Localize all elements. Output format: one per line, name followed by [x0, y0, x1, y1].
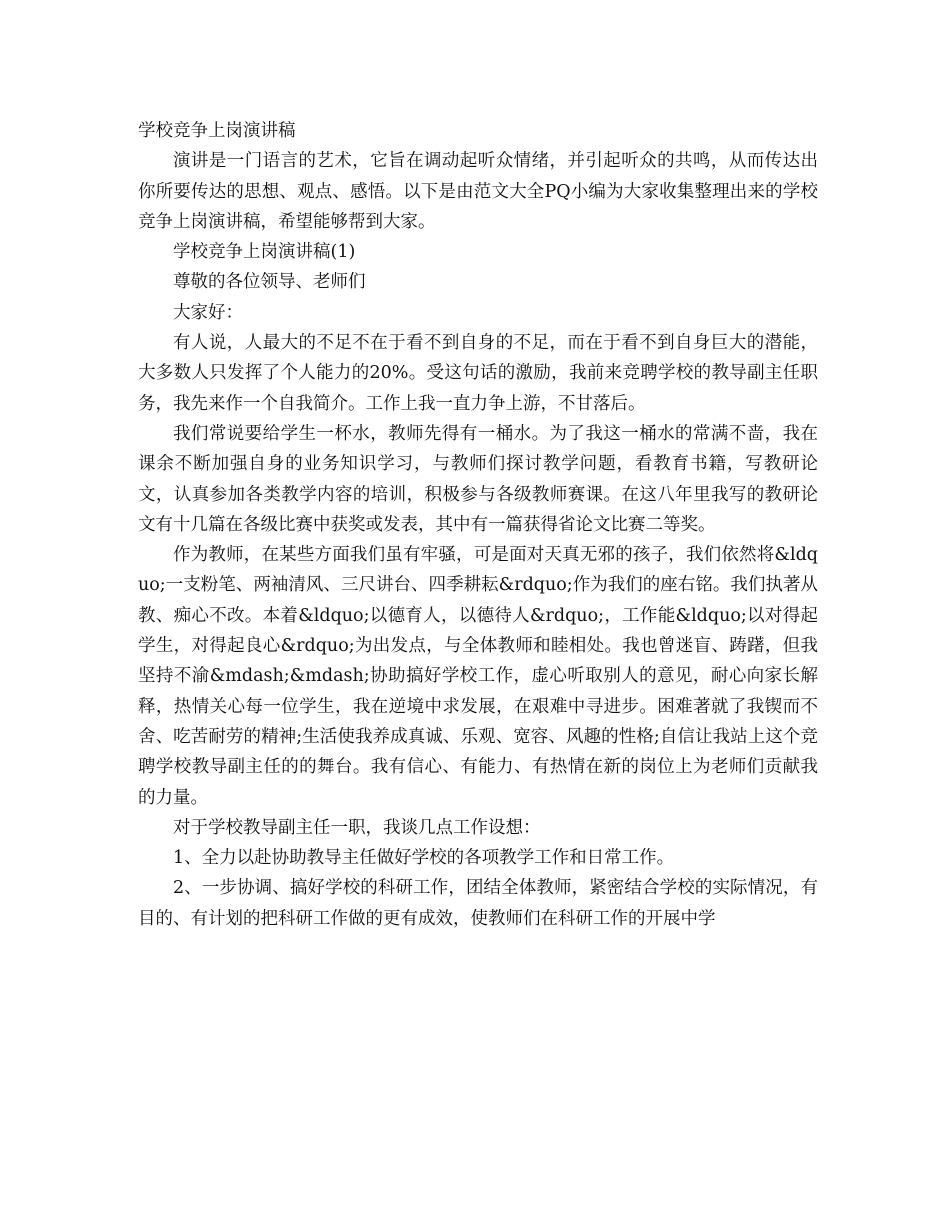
document-body	[138, 116, 818, 934]
salutation: 尊敬的各位领导、老师们	[173, 272, 366, 293]
paragraph-self-intro: 有人说，人最大的不足不在于看不到自身的不足，而在于看不到自身巨大的潜能，大多数人只发挥了个人能力的20%。受这句话的激励，我前来竞聘学校的教导副主任职务，我先来作一个自我简介。工作上我一直力争上游，不甘落后。	[138, 333, 818, 414]
speech-heading: 学校竞争上岗演讲稿(1)	[173, 242, 356, 263]
plan-item-2: 2、一步协调、搞好学校的科研工作，团结全体教师，紧密结合学校的实际情况，有目的、有计划的把科研工作做的更有成效，使教师们在科研工作的开展中学	[138, 878, 818, 929]
paragraph-plans-intro: 对于学校教导副主任一职，我谈几点工作设想：	[173, 817, 541, 838]
intro-paragraph: 演讲是一门语言的艺术，它旨在调动起听众情绪，并引起听众的共鸣，从而传达出你所要传达的思想、观点、感悟。以下是由范文大全PQ小编为大家收集整理出来的学校竞争上岗演讲稿，希望能够帮到大家。	[138, 151, 818, 232]
plan-item-1: 1、全力以赴协助教导主任做好学校的各项教学工作和日常工作。	[173, 848, 675, 869]
paragraph-study: 我们常说要给学生一杯水，教师先得有一桶水。为了我这一桶水的常满不啬，我在课余不断加强自身的业务知识学习，与教师们探讨教学问题，看教育书籍，写教研论文，认真参加各类教学内容的培训，积极参与各级教师赛课。在这八年里我写的教研论文有十几篇在各级比赛中获奖或发表，其中有一篇获得省论文比赛二等奖。	[138, 423, 818, 535]
document-title: 学校竞争上岗演讲稿	[138, 121, 296, 141]
greeting: 大家好：	[173, 302, 243, 323]
paragraph-teacher-role: 作为教师，在某些方面我们虽有牢骚，可是面对天真无邪的孩子，我们依然将&ldquo;一支粉笔、两袖清风、三尺讲台、四季耕耘&rdquo;作为我们的座右铭。我们执著从教、痴心不改。本着&ldquo;以德育人，以德待人&rdquo;，工作能&ldquo;以对得起学生，对得起良心&rdquo;为出发点，与全体教师和睦相处。我也曾迷盲、踌躇，但我坚持不渝&mdash;&mdash;协助搞好学校工作，虚心听取别人的意见，耐心向家长解释，热情关心每一位学生，我在逆境中求发展，在艰难中寻进步。困难著就了我锲而不舍、吃苦耐劳的精神;生活使我养成真诚、乐观、宽容、风趣的性格;自信让我站上这个竞聘学校教导副主任的的舞台。我有信心、有能力、有热情在新的岗位上为老师们贡献我的力量。	[138, 545, 818, 808]
